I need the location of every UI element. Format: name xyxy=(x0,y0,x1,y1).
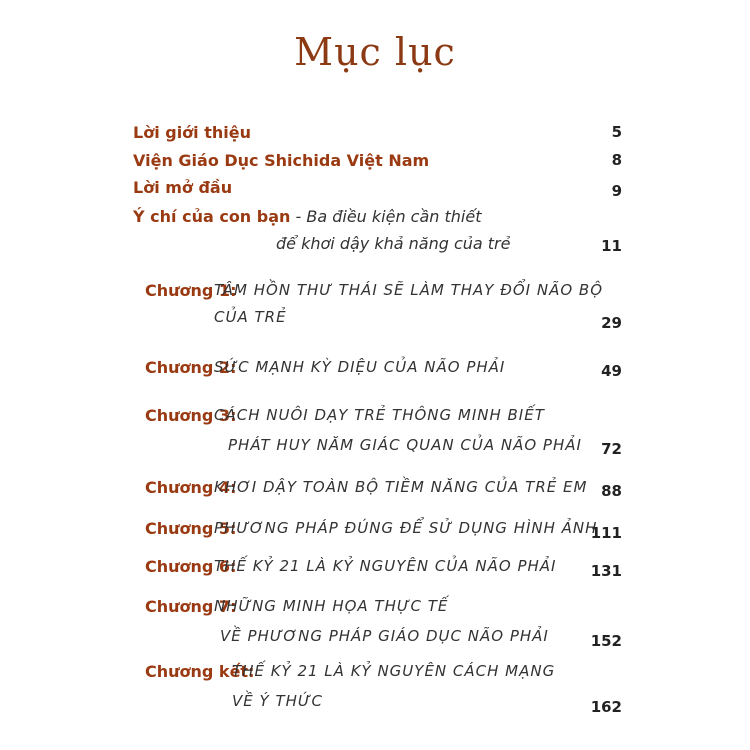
toc-entry-label: Lời giới thiệu xyxy=(133,123,251,142)
toc-entry-page: 5 xyxy=(611,123,622,141)
chapter-title-line2: CỦA TRẺ xyxy=(214,308,287,326)
chapter-page: 162 xyxy=(590,698,622,716)
chapter-page: 111 xyxy=(590,524,622,542)
chapter-label: Chương 3: xyxy=(145,406,237,425)
chapter-title: PHƯƠNG PHÁP ĐÚNG ĐỂ SỬ DỤNG HÌNH ẢNH xyxy=(214,519,598,537)
chapter-label: Chương 7: xyxy=(145,597,237,616)
chapter-title: SỨC MẠNH KỲ DIỆU CỦA NÃO PHẢI xyxy=(214,358,506,376)
chapter-page: 29 xyxy=(601,314,622,332)
toc-entry-title: Ý chí của con bạn xyxy=(133,207,291,226)
toc-entry-label: Lời mở đầu xyxy=(133,178,233,197)
toc-entry-page: 8 xyxy=(611,151,622,169)
toc-entry-label xyxy=(133,207,481,226)
chapter-title: THẾ KỶ 21 LÀ KỶ NGUYÊN CỦA NÃO PHẢI xyxy=(214,557,557,575)
chapter-label: Chương kết: xyxy=(145,662,255,681)
chapter-label: Chương 1: xyxy=(145,281,237,300)
chapter-label: Chương 6: xyxy=(145,557,237,576)
chapter-page: 152 xyxy=(590,632,622,650)
chapter-title-line2: PHÁT HUY NĂM GIÁC QUAN CỦA NÃO PHẢI xyxy=(228,436,582,454)
toc-entry-desc: - Ba điều kiện cần thiết xyxy=(290,207,482,226)
toc-entry-page: 9 xyxy=(611,182,622,200)
chapter-label: Chương 4: xyxy=(145,478,237,497)
page-title: Mục lục xyxy=(294,30,456,74)
chapter-page: 49 xyxy=(601,362,622,380)
chapter-title: TÂM HỒN THƯ THÁI SẼ LÀM THAY ĐỔI NÃO BỘ xyxy=(214,281,604,299)
chapter-title: NHỮNG MINH HỌA THỰC TẾ xyxy=(214,597,449,615)
toc-entry-line2: để khơi dậy khả năng của trẻ xyxy=(276,234,511,253)
chapter-title-line2: VỀ PHƯƠNG PHÁP GIÁO DỤC NÃO PHẢI xyxy=(220,627,549,645)
chapter-title: KHƠI DẬY TOÀN BỘ TIỀM NĂNG CỦA TRẺ EM xyxy=(214,478,588,496)
chapter-label: Chương 2: xyxy=(145,358,237,377)
toc-entry-page: 11 xyxy=(601,237,622,255)
chapter-label: Chương 5: xyxy=(145,519,237,538)
chapter-title: THẾ KỶ 21 LÀ KỶ NGUYÊN CÁCH MẠNG xyxy=(232,662,556,680)
chapter-page: 72 xyxy=(601,440,622,458)
chapter-title: CÁCH NUÔI DẠY TRẺ THÔNG MINH BIẾT xyxy=(214,406,545,424)
chapter-title-line2: VỀ Ý THỨC xyxy=(232,692,323,710)
chapter-page: 131 xyxy=(590,562,622,580)
toc-entry-label: Viện Giáo Dục Shichida Việt Nam xyxy=(133,151,430,170)
chapter-page: 88 xyxy=(601,482,622,500)
